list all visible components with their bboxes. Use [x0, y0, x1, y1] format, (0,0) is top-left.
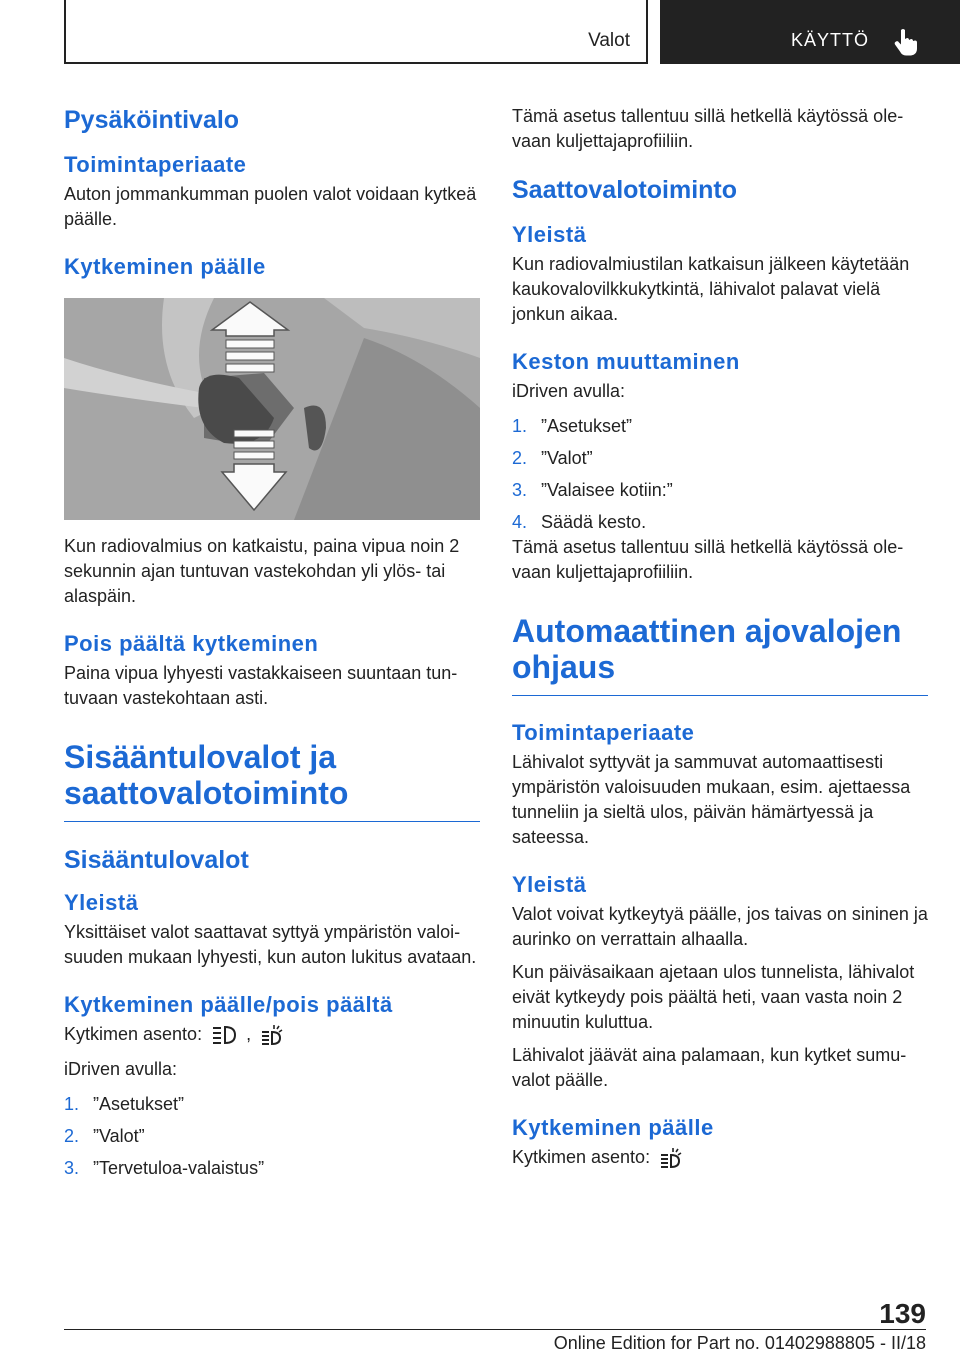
heading-general-right: Yleistä	[512, 222, 587, 247]
operating-principle-text: Auton jommankumman puolen valot voidaan kytkeä päälle.	[64, 184, 477, 229]
profile-note-bottom: Tämä asetus tallentuu sillä hetkellä käytössä olevaan kuljettajaprofiiliin.	[512, 537, 904, 582]
heading-operating-principle-right: Toimintaperiaate	[512, 720, 695, 745]
header-section-box	[64, 0, 648, 64]
heading-follow-me-home: Saattovalotoiminto	[512, 176, 738, 204]
header-section-title: Valot	[588, 30, 630, 51]
heading-general-auto: Yleistä	[512, 872, 587, 897]
figure-caption: Kun radiovalmius on katkaistu, paina vipua noin 2 sekunnin ajan tuntuvan vastekohdan yli ylös- tai alaspäin.	[64, 536, 460, 606]
auto-general-text-1: Valot voivat kytkeytyä päälle, jos taivas on sininen ja aurinko on verrattain alhaalla.	[512, 904, 928, 949]
switch-position-label: Kytkimen asento:	[64, 1024, 203, 1044]
list-item: 2. ”Valot”	[512, 448, 593, 468]
general-text: Yksittäiset valot saattavat syttyä ympäristön valoisuuden mukaan lyhyesti, kun auton lukitus avataan.	[64, 922, 477, 967]
idrive-label-right: iDriven avulla:	[512, 381, 626, 401]
switch-position-line-right	[512, 1145, 928, 1170]
left-steps-list	[64, 1092, 480, 1181]
list-item: 4. Säädä kesto.	[512, 512, 647, 532]
heading-switching-on: Kytkeminen päälle	[64, 254, 266, 279]
footer-edition: Online Edition for Part no. 01402988805 - II/18	[553, 1333, 926, 1353]
list-item: 3. ”Valaisee kotiin:”	[512, 480, 673, 500]
low-beam-icon	[211, 1024, 237, 1046]
switch-position-separator: ,	[246, 1024, 252, 1044]
idrive-label: iDriven avulla:	[64, 1059, 178, 1079]
list-item: 2. ”Valot”	[64, 1126, 145, 1146]
right-column	[512, 104, 928, 1170]
heading-change-duration: Keston muuttaminen	[512, 349, 740, 374]
hand-pointer-icon	[893, 28, 919, 56]
heading-switch-on-off: Kytkeminen päälle/pois päältä	[64, 992, 393, 1017]
heading-switching-on-right: Kytkeminen päälle	[512, 1115, 714, 1140]
list-item: 1. ”Asetukset”	[512, 416, 633, 436]
chapter-heading-automatic-headlights: Automaattinen ajovalojen ohjaus	[512, 613, 902, 685]
chapter-heading-entry-lights: Sisääntulovalot ja saattovalotoiminto	[64, 739, 349, 811]
auto-operating-principle-text: Lähivalot syttyvät ja sammuvat automaattisesti ympäristön valoisuuden mukaan, esim. ajettaessa tunneliin ja sieltä ulos, päivän hämärtyessä ja sateessa.	[512, 752, 911, 847]
right-steps-list	[512, 414, 928, 535]
switching-off-text: Paina vipua lyhyesti vastakkaiseen suuntaan tuntuvaan vastekohtaan asti.	[64, 663, 458, 708]
list-item: 3. ”Tervetuloa-valaistus”	[64, 1158, 265, 1178]
automatic-headlight-icon	[659, 1147, 683, 1169]
auto-general-text-3: Lähivalot jäävät aina palamaan, kun kytket sumuvalot päälle.	[512, 1045, 907, 1090]
list-item: 1. ”Asetukset”	[64, 1094, 185, 1114]
follow-me-home-text: Kun radiovalmiustilan katkaisun jälkeen käytetään kaukovalovilkkukytkintä, lähivalot palavat vielä jonkun aikaa.	[512, 254, 910, 324]
switch-position-label-right: Kytkimen asento:	[512, 1147, 651, 1167]
left-column	[64, 104, 480, 1188]
profile-note-top: Tämä asetus tallentuu sillä hetkellä käytössä olevaan kuljettajaprofiiliin.	[512, 106, 904, 151]
page-number: 139	[879, 1298, 926, 1329]
heading-general: Yleistä	[64, 890, 139, 915]
section-title-parking-light: Pysäköintivalo	[64, 106, 240, 134]
switch-position-line	[64, 1022, 480, 1047]
heading-entry-lights: Sisääntulovalot	[64, 846, 249, 874]
footer-divider	[64, 1329, 926, 1330]
automatic-headlight-icon	[260, 1024, 284, 1046]
heading-switching-off: Pois päältä kytkeminen	[64, 631, 319, 656]
stalk-illustration	[64, 298, 480, 520]
header-chapter-title: KÄYTTÖ	[791, 30, 870, 50]
heading-operating-principle: Toimintaperiaate	[64, 152, 247, 177]
auto-general-text-2: Kun päiväsaikaan ajetaan ulos tunnelista, lähivalot eivät kytkeydy pois päältä heti, vaan vasta noin 2 minuutin kuluttua.	[512, 962, 915, 1032]
